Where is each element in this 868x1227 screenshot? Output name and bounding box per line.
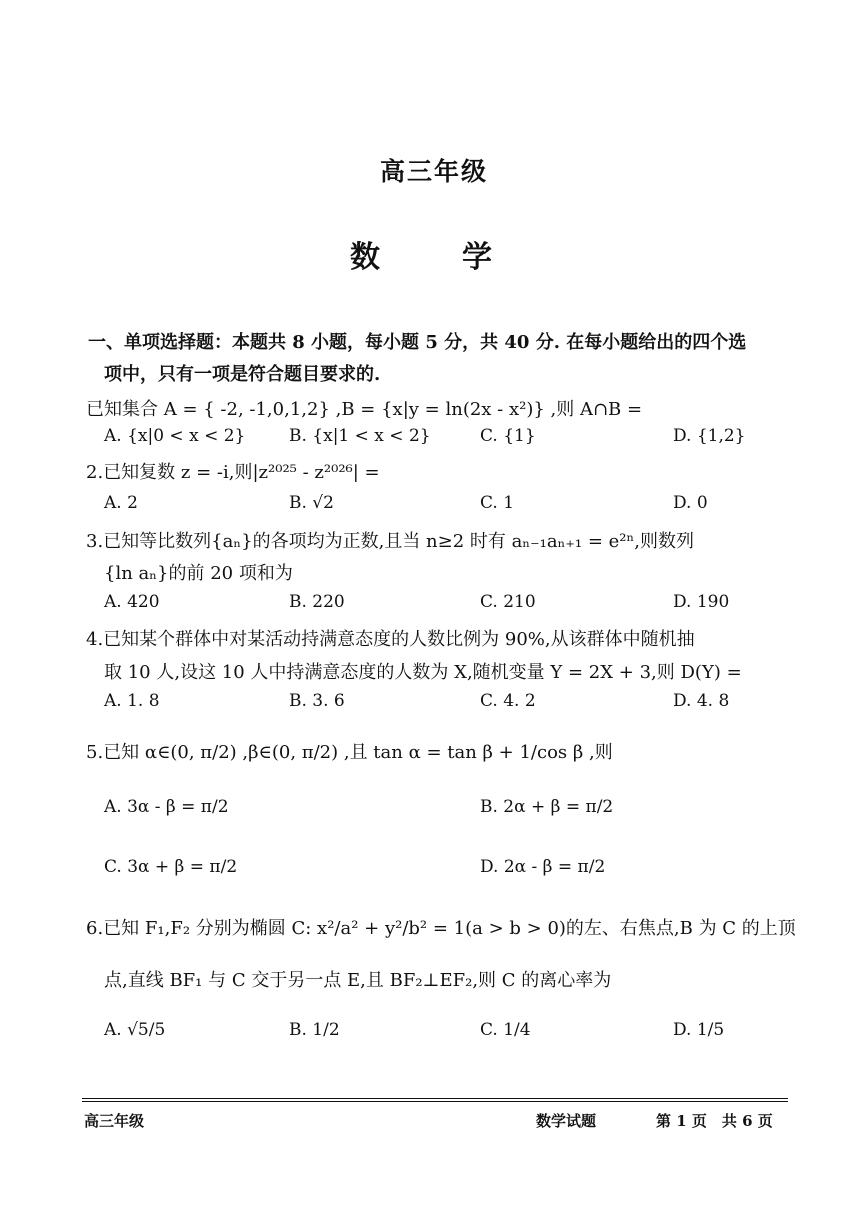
- q5-option-b: B. 2α + β = π/2: [480, 797, 614, 817]
- footer-subject: 数学试题: [536, 1112, 597, 1130]
- q2-option-b: B. √2: [289, 493, 334, 513]
- question-3-number: 3.: [86, 531, 104, 552]
- footer-grade: 高三年级: [84, 1112, 145, 1130]
- q5-option-c: C. 3α + β = π/2: [104, 857, 238, 877]
- q4-option-d: D. 4. 8: [673, 691, 730, 711]
- question-6-number: 6.: [86, 918, 104, 939]
- question-3-text: 已知等比数列{aₙ}的各项均为正数,且当 n≥2 时有 aₙ₋₁aₙ₊₁ = e²ⁿ,则数列: [103, 531, 694, 552]
- q2-option-c: C. 1: [480, 493, 515, 513]
- q4-option-c: C. 4. 2: [480, 691, 536, 711]
- q6-option-b: B. 1/2: [289, 1020, 340, 1040]
- question-5: [86, 738, 613, 764]
- q6-option-a: A. √5/5: [104, 1020, 166, 1040]
- question-4-line2: 取 10 人,设这 10 人中持满意态度的人数为 X,随机变量 Y = 2X + 3,则 D(Y) =: [104, 662, 742, 683]
- q3-option-a: A. 420: [104, 592, 160, 612]
- q1-option-d: D. {1,2}: [673, 426, 746, 446]
- question-2-number: 2.: [86, 462, 104, 483]
- q5-option-d: D. 2α - β = π/2: [480, 857, 606, 877]
- footer-page-number: 第 1 页 共 6 页: [656, 1112, 773, 1130]
- q4-option-a: A. 1. 8: [104, 691, 160, 711]
- question-1: [86, 395, 642, 421]
- q1-option-c: C. {1}: [480, 426, 536, 446]
- subject-title: 数 学: [350, 240, 518, 275]
- q1-option-b: B. {x|1 < x < 2}: [289, 426, 431, 446]
- question-3-line1: [86, 527, 694, 553]
- section-heading-line1: 一、单项选择题：本题共 8 小题，每小题 5 分，共 40 分. 在每小题给出的四个选: [88, 332, 747, 353]
- question-6-text: 已知 F₁,F₂ 分别为椭圆 C: x²/a² + y²/b² = 1(a > b > 0)的左、右焦点,B 为 C 的上顶: [103, 918, 796, 939]
- q6-option-c: C. 1/4: [480, 1020, 531, 1040]
- q2-option-d: D. 0: [673, 493, 708, 513]
- q5-option-a: A. 3α - β = π/2: [104, 797, 229, 817]
- q4-option-b: B. 3. 6: [289, 691, 345, 711]
- q3-option-c: C. 210: [480, 592, 536, 612]
- question-5-number: 5.: [86, 742, 104, 763]
- footer-divider: [82, 1098, 788, 1099]
- q2-option-a: A. 2: [104, 493, 138, 513]
- question-2-text: 已知复数 z = -i,则|z²⁰²⁵ - z²⁰²⁶| =: [103, 462, 380, 483]
- question-2: [86, 458, 380, 484]
- question-1-text: 已知集合 A = { -2, -1,0,1,2} ,B = {x|y = ln(2x - x²)} ,则 A∩B =: [86, 399, 643, 420]
- question-6-line2: 点,直线 BF₁ 与 C 交于另一点 E,且 BF₂⊥EF₂,则 C 的离心率为: [104, 970, 612, 991]
- footer-divider-second: [82, 1101, 788, 1102]
- question-4-number: 4.: [86, 629, 104, 650]
- question-6-line1: [86, 914, 796, 940]
- grade-title: 高三年级: [379, 157, 488, 186]
- question-4-line1: [86, 625, 695, 651]
- question-4-text: 已知某个群体中对某活动持满意态度的人数比例为 90%,从该群体中随机抽: [103, 629, 695, 650]
- q6-option-d: D. 1/5: [673, 1020, 725, 1040]
- question-5-text: 已知 α∈(0, π/2) ,β∈(0, π/2) ,且 tan α = tan β + 1/cos β ,则: [103, 742, 613, 763]
- q3-option-d: D. 190: [673, 592, 730, 612]
- section-heading-line2: 项中，只有一项是符合题目要求的.: [104, 364, 381, 385]
- question-3-line2: {ln aₙ}的前 20 项和为: [104, 563, 293, 584]
- q1-option-a: A. {x|0 < x < 2}: [104, 426, 246, 446]
- q3-option-b: B. 220: [289, 592, 345, 612]
